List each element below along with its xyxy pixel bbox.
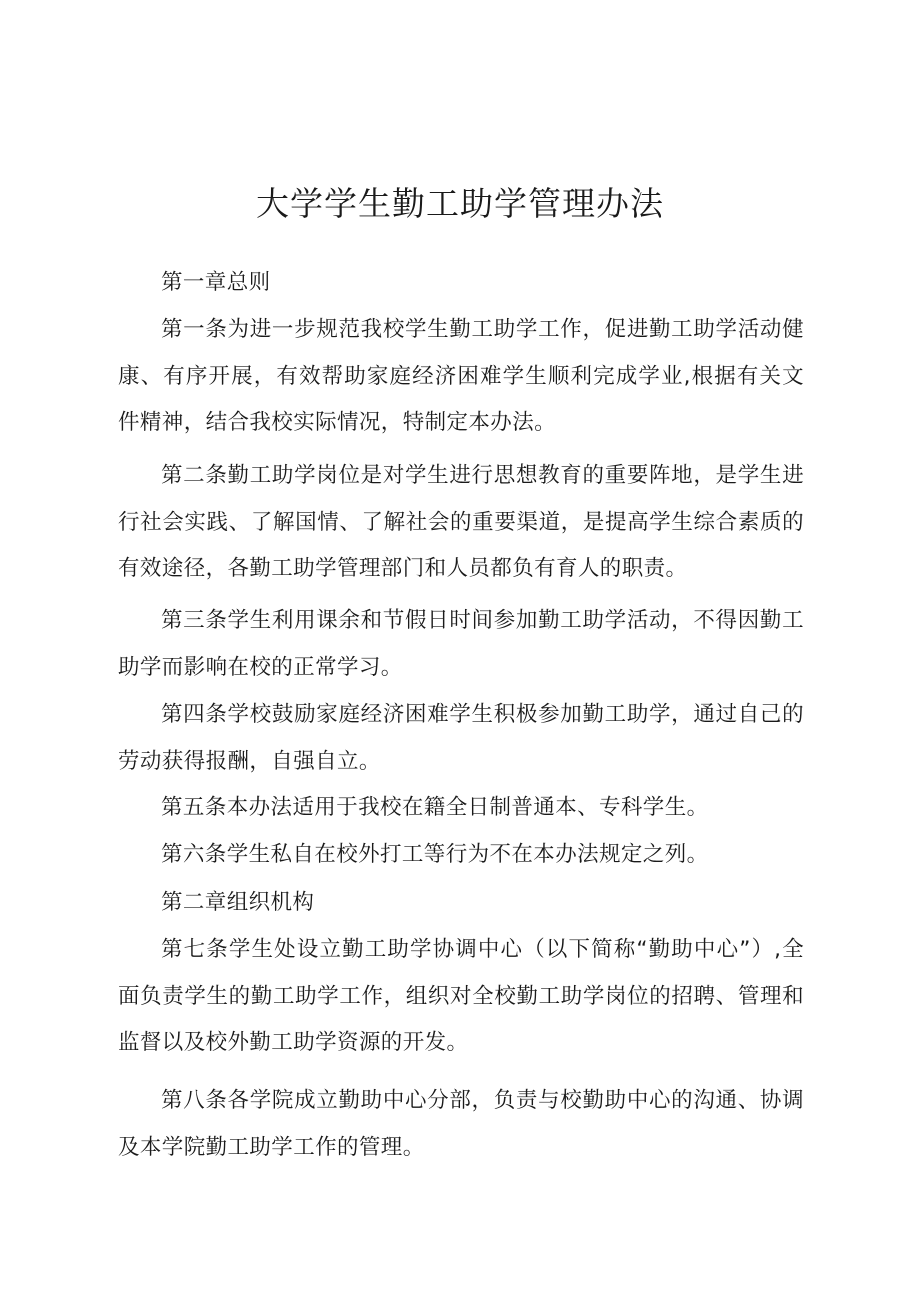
article-6: 第六条学生私自在校外打工等行为不在本办法规定之列。: [161, 842, 709, 867]
article-7: 第七条学生处设立勤工助学协调中心（以下简称“勤助中心”）,全面负责学生的勤工助学工作，组织对全校勤工助学岗位的招聘、管理和监督以及校外勤工助学资源的开发。: [118, 937, 804, 1055]
chapter-heading-2: 第二章组织机构: [161, 890, 315, 915]
article-1: 第一条为进一步规范我校学生勤工助学工作，促进勤工助学活动健康、有序开展，有效帮助家庭经济困难学生顺利完成学业,根据有关文件精神，结合我校实际情况，特制定本办法。: [118, 317, 804, 435]
article-5: 第五条本办法适用于我校在籍全日制普通本、专科学生。: [161, 795, 709, 820]
article-2: 第二条勤工助学岗位是对学生进行思想教育的重要阵地，是学生进行社会实践、了解国情、了解社会的重要渠道，是提高学生综合素质的有效途径，各勤工助学管理部门和人员都负有育人的职责。: [118, 463, 804, 581]
chapter-heading-1: 第一章总则: [161, 270, 271, 295]
article-8: 第八条各学院成立勤助中心分部，负责与校勤助中心的沟通、协调及本学院勤工助学工作的管理。: [118, 1088, 804, 1160]
article-3: 第三条学生利用课余和节假日时间参加勤工助学活动，不得因勤工助学而影响在校的正常学习。: [118, 608, 804, 680]
article-4: 第四条学校鼓励家庭经济困难学生积极参加勤工助学，通过自己的劳动获得报酬，自强自立。: [118, 702, 804, 774]
document-title: 大学学生勤工助学管理办法: [256, 184, 664, 224]
